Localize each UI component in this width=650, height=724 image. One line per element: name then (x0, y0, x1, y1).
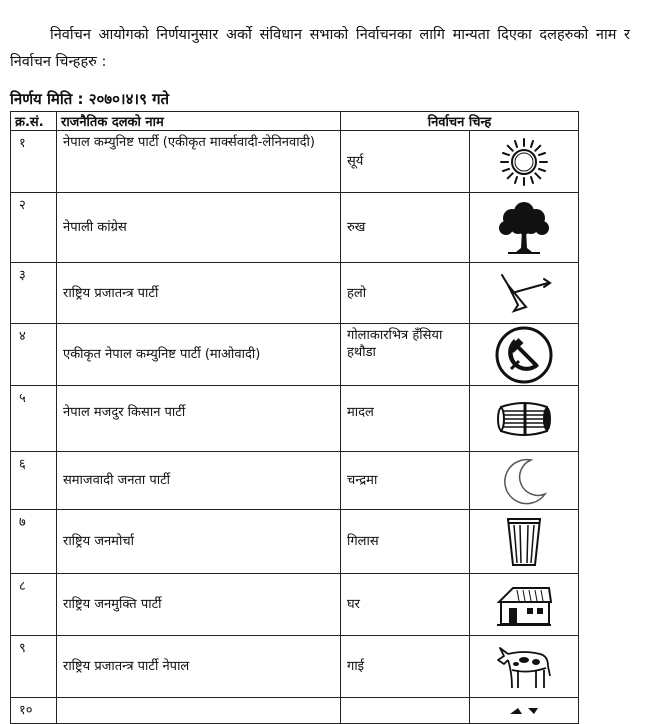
row-party-name: राष्ट्रिय प्रजातन्त्र पार्टी नेपाल (57, 636, 341, 698)
table-row (11, 324, 579, 386)
plough-icon (496, 271, 552, 315)
row-serial: ३ (11, 263, 57, 324)
row-party-name: नेपाली कांग्रेस (57, 193, 341, 263)
row-symbol-image (470, 386, 579, 452)
row-symbol-name: घर (341, 574, 470, 636)
row-symbol-name: गोलाकारभित्र हँसिया हथौडा (341, 324, 470, 386)
table-row (11, 636, 579, 698)
parties-table (10, 111, 579, 724)
hammer-sickle-icon (495, 326, 553, 384)
row-symbol-image (470, 131, 579, 193)
intro-paragraph: निर्वाचन आयोगको निर्णयानुसार अर्को संविधान सभाको निर्वाचनका लागि मान्यता दिएका दलहरुको नाम र निर्वाचन चिन्हहरु : (10, 27, 630, 70)
row-serial: ५ (11, 386, 57, 452)
row-symbol-image (470, 263, 579, 324)
table-row (11, 452, 579, 510)
row-symbol-image (470, 324, 579, 386)
row-symbol-image (470, 574, 579, 636)
row-symbol-image (470, 636, 579, 698)
cow-icon (494, 642, 554, 692)
row-symbol-name: हलो (341, 263, 470, 324)
row-party-name: समाजवादी जनता पार्टी (57, 452, 341, 510)
table-row (11, 574, 579, 636)
row-symbol-name: सूर्य (341, 131, 470, 193)
table-row (11, 193, 579, 263)
table-row (11, 263, 579, 324)
table-header-row (11, 112, 579, 131)
row-symbol-image (470, 510, 579, 574)
row-symbol-name: मादल (341, 386, 470, 452)
row-party-name: एकीकृत नेपाल कम्युनिष्ट पार्टी (माओवादी) (57, 324, 341, 386)
header-party-name: राजनैतिक दलको नाम (57, 112, 341, 131)
tree-icon (496, 200, 552, 256)
header-election-symbol: निर्वाचन चिन्ह (341, 112, 579, 131)
row-serial: ४ (11, 324, 57, 386)
table-row (11, 131, 579, 193)
row-symbol-name: रुख (341, 193, 470, 263)
row-party-name: राष्ट्रिय जनमुक्ति पार्टी (57, 574, 341, 636)
row-symbol-name: गिलास (341, 510, 470, 574)
row-party-name: नेपाल कम्युनिष्ट पार्टी (एकीकृत मार्क्सवादी-लेनिनवादी) (57, 131, 341, 193)
moon-icon (501, 456, 547, 506)
row-symbol-image (470, 193, 579, 263)
row-party-name: राष्ट्रिय जनमोर्चा (57, 510, 341, 574)
glass-icon (504, 515, 544, 569)
row-serial: १ (11, 131, 57, 193)
row-serial: ६ (11, 452, 57, 510)
sun-icon (499, 137, 549, 187)
row-party-name: नेपाल मजदुर किसान पार्टी (57, 386, 341, 452)
row-serial: २ (11, 193, 57, 263)
row-symbol-name: गाई (341, 636, 470, 698)
decision-date: निर्णय मिति : २०७०।४।९ गते (10, 90, 170, 108)
table-row (11, 386, 579, 452)
table-row (11, 510, 579, 574)
madal-drum-icon (495, 399, 553, 439)
header-serial: क्र.सं. (11, 112, 57, 131)
row-symbol-image (470, 452, 579, 510)
row-serial: १० (11, 698, 57, 724)
row-serial: ७ (11, 510, 57, 574)
row-serial: ८ (11, 574, 57, 636)
row-symbol-name: चन्द्रमा (341, 452, 470, 510)
row-party-name: राष्ट्रिय प्रजातन्त्र पार्टी (57, 263, 341, 324)
house-icon (495, 582, 553, 628)
row-serial: ९ (11, 636, 57, 698)
